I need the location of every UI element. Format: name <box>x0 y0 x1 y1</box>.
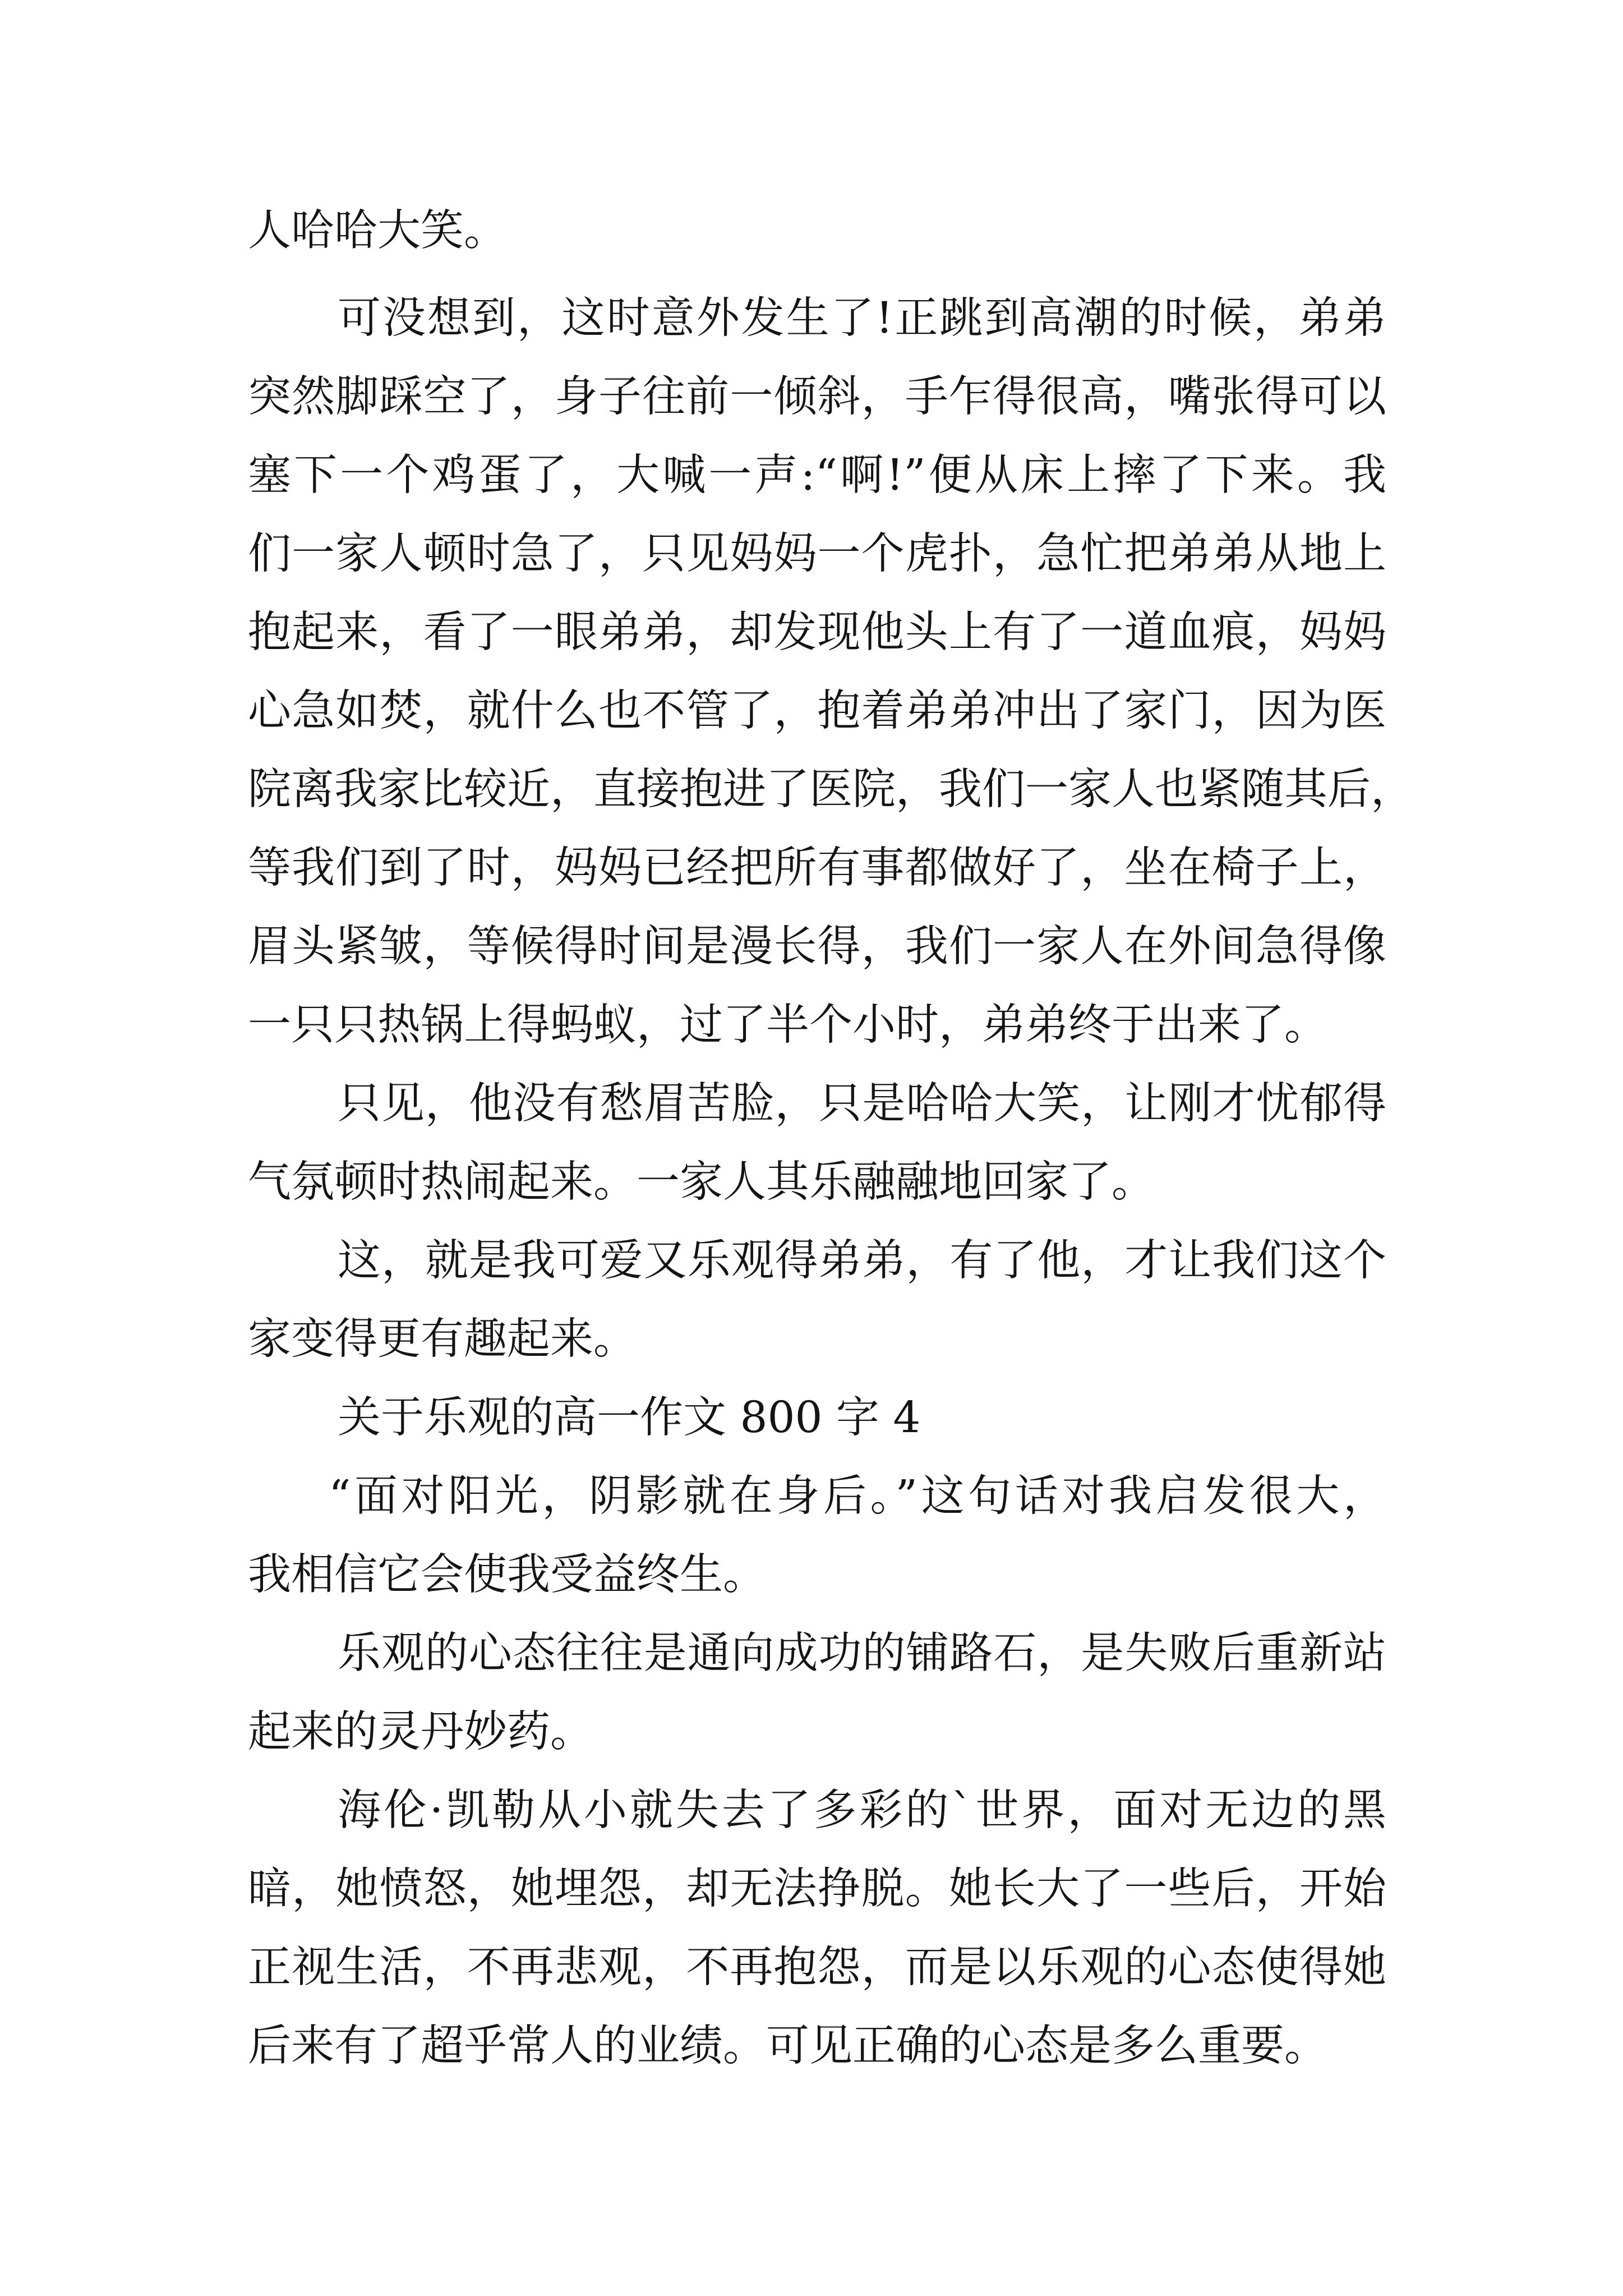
paragraph-line: 后来有了超乎常人的业绩。可见正确的心态是多么重要。 <box>248 2021 1327 2071</box>
paragraph-line: 眉头紧皱，等候得时间是漫长得，我们一家人在外间急得像 <box>248 922 1386 972</box>
paragraph-line: 心急如焚，就什么也不管了，抱着弟弟冲出了家门，因为医 <box>248 686 1386 736</box>
paragraph-line: 海伦·凯勒从小就失去了多彩的`世界，面对无边的黑 <box>338 1786 1386 1835</box>
paragraph-line: “面对阳光，阴影就在身后。”这句话对我启发很大， <box>329 1471 1386 1521</box>
paragraph-line: 人哈哈大笑。 <box>248 206 507 256</box>
paragraph-line: 我相信它会使我受益终生。 <box>248 1550 766 1600</box>
paragraph-line: 等我们到了时，妈妈已经把所有事都做好了，坐在椅子上， <box>248 843 1386 893</box>
paragraph-line: 只见，他没有愁眉苦脸，只是哈哈大笑，让刚才忧郁得 <box>338 1079 1386 1129</box>
paragraph-line: 突然脚踩空了，身子往前一倾斜，手乍得很高，嘴张得可以 <box>248 372 1386 422</box>
paragraph-line: 塞下一个鸡蛋了，大喊一声:“啊!”便从床上摔了下来。我 <box>248 450 1386 500</box>
paragraph-line: 气氛顿时热闹起来。一家人其乐融融地回家了。 <box>248 1157 1155 1207</box>
paragraph-line: 院离我家比较近，直接抱进了医院，我们一家人也紧随其后， <box>248 765 1414 815</box>
paragraph-line: 一只只热锅上得蚂蚁，过了半个小时，弟弟终于出来了。 <box>248 1000 1327 1050</box>
paragraph-line: 乐观的心态往往是通向成功的铺路石，是失败后重新站 <box>338 1628 1386 1678</box>
paragraph-line: 这，就是我可爱又乐观得弟弟，有了他，才让我们这个 <box>338 1236 1386 1286</box>
paragraph-line: 起来的灵丹妙药。 <box>248 1707 593 1757</box>
paragraph-line: 正视生活，不再悲观，不再抱怨，而是以乐观的心态使得她 <box>248 1943 1386 1993</box>
paragraph-line: 抱起来，看了一眼弟弟，却发现他头上有了一道血痕，妈妈 <box>248 608 1386 657</box>
paragraph-line: 暗，她愤怒，她埋怨，却无法挣脱。她长大了一些后，开始 <box>248 1864 1386 1914</box>
paragraph-line: 可没想到，这时意外发生了!正跳到高潮的时候，弟弟 <box>338 293 1386 343</box>
paragraph-line: 家变得更有趣起来。 <box>248 1314 637 1364</box>
section-heading: 关于乐观的高一作文 800 字 4 <box>338 1393 921 1443</box>
paragraph-line: 们一家人顿时急了，只见妈妈一个虎扑，急忙把弟弟从地上 <box>248 529 1386 579</box>
